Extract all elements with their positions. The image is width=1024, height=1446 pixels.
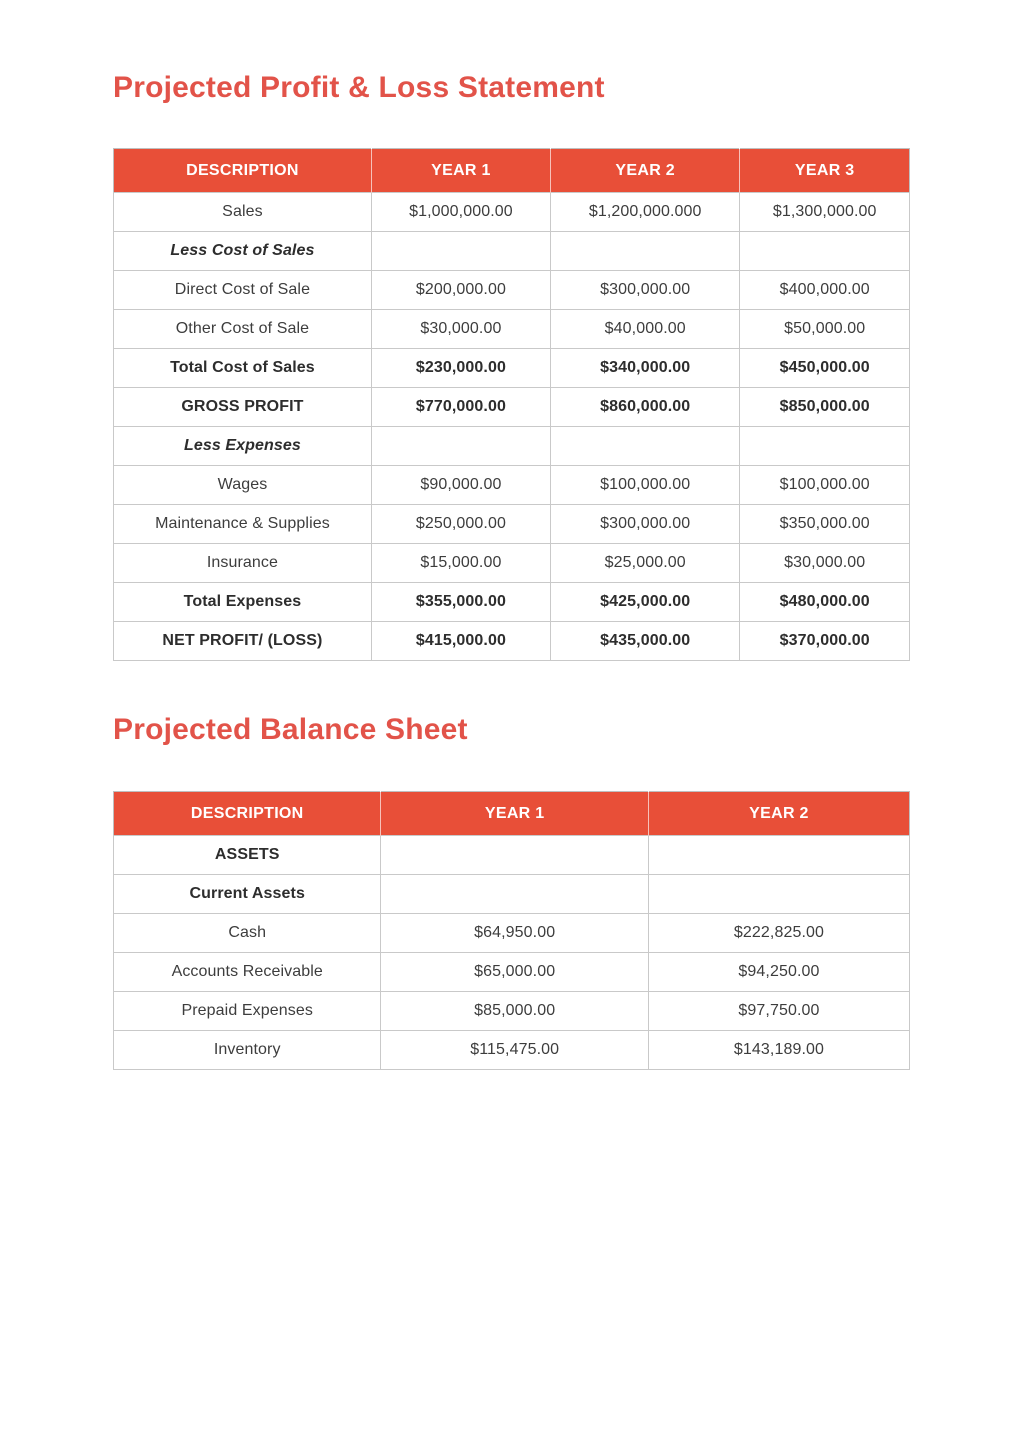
table-cell: [550, 232, 739, 271]
table-cell: [371, 427, 550, 466]
table-cell: $94,250.00: [648, 953, 909, 992]
table-cell: Cash: [114, 914, 381, 953]
column-header-year2: YEAR 2: [550, 149, 739, 193]
table-cell: $64,950.00: [381, 914, 648, 953]
table-cell: GROSS PROFIT: [114, 388, 372, 427]
table-cell: $355,000.00: [371, 583, 550, 622]
table-row: [114, 505, 910, 544]
table-cell: [550, 427, 739, 466]
table-cell: [371, 232, 550, 271]
table-cell: [648, 836, 909, 875]
table-cell: $30,000.00: [740, 544, 910, 583]
table-cell: $450,000.00: [740, 349, 910, 388]
table-cell: $40,000.00: [550, 310, 739, 349]
table-cell: $1,300,000.00: [740, 193, 910, 232]
table-row: [114, 914, 910, 953]
table-row: [114, 544, 910, 583]
table-row: [114, 836, 910, 875]
table-cell: Wages: [114, 466, 372, 505]
table-cell: $230,000.00: [371, 349, 550, 388]
table-cell: $300,000.00: [550, 271, 739, 310]
table-cell: $340,000.00: [550, 349, 739, 388]
table-cell: $370,000.00: [740, 622, 910, 661]
balance-sheet-title: Projected Balance Sheet: [113, 713, 468, 746]
table-cell: $1,000,000.00: [371, 193, 550, 232]
table-cell: Current Assets: [114, 875, 381, 914]
table-cell: $425,000.00: [550, 583, 739, 622]
header-row: [114, 792, 910, 836]
table-row: [114, 875, 910, 914]
table-cell: Insurance: [114, 544, 372, 583]
table-row: [114, 193, 910, 232]
table-cell: $100,000.00: [550, 466, 739, 505]
column-header-year2: YEAR 2: [648, 792, 909, 836]
table-cell: $770,000.00: [371, 388, 550, 427]
table-cell: [740, 232, 910, 271]
column-header-year1: YEAR 1: [371, 149, 550, 193]
table-cell: Maintenance & Supplies: [114, 505, 372, 544]
table-cell: $1,200,000.000: [550, 193, 739, 232]
table-row: [114, 232, 910, 271]
table-cell: $400,000.00: [740, 271, 910, 310]
table-cell: Sales: [114, 193, 372, 232]
table-cell: $143,189.00: [648, 1031, 909, 1070]
column-header-description: DESCRIPTION: [114, 792, 381, 836]
table-row: [114, 466, 910, 505]
column-header-description: DESCRIPTION: [114, 149, 372, 193]
table-cell: $97,750.00: [648, 992, 909, 1031]
table-row: [114, 583, 910, 622]
table-cell: $415,000.00: [371, 622, 550, 661]
table-cell: Accounts Receivable: [114, 953, 381, 992]
table-cell: $860,000.00: [550, 388, 739, 427]
profit-loss-title: Projected Profit & Loss Statement: [113, 71, 605, 104]
table-cell: [740, 427, 910, 466]
profit-loss-table: [113, 148, 910, 661]
table-cell: Direct Cost of Sale: [114, 271, 372, 310]
profit-loss-header: [114, 149, 910, 193]
table-cell: $850,000.00: [740, 388, 910, 427]
table-cell: $15,000.00: [371, 544, 550, 583]
table-cell: $115,475.00: [381, 1031, 648, 1070]
table-cell: $90,000.00: [371, 466, 550, 505]
table-row: [114, 388, 910, 427]
table-cell: Less Expenses: [114, 427, 372, 466]
table-cell: NET PROFIT/ (LOSS): [114, 622, 372, 661]
table-row: [114, 349, 910, 388]
table-row: [114, 992, 910, 1031]
column-header-year3: YEAR 3: [740, 149, 910, 193]
table-cell: $480,000.00: [740, 583, 910, 622]
table-cell: Inventory: [114, 1031, 381, 1070]
table-cell: $435,000.00: [550, 622, 739, 661]
table-cell: Total Cost of Sales: [114, 349, 372, 388]
balance-sheet-table: [113, 791, 910, 1070]
table-row: [114, 953, 910, 992]
table-row: [114, 622, 910, 661]
table-cell: $100,000.00: [740, 466, 910, 505]
header-row: [114, 149, 910, 193]
table-cell: [381, 875, 648, 914]
table-cell: Other Cost of Sale: [114, 310, 372, 349]
table-cell: [648, 875, 909, 914]
table-cell: $30,000.00: [371, 310, 550, 349]
table-cell: Less Cost of Sales: [114, 232, 372, 271]
table-row: [114, 271, 910, 310]
table-cell: $200,000.00: [371, 271, 550, 310]
table-row: [114, 1031, 910, 1070]
table-cell: Total Expenses: [114, 583, 372, 622]
table-cell: $85,000.00: [381, 992, 648, 1031]
table-cell: Prepaid Expenses: [114, 992, 381, 1031]
table-cell: $222,825.00: [648, 914, 909, 953]
column-header-year1: YEAR 1: [381, 792, 648, 836]
table-cell: $250,000.00: [371, 505, 550, 544]
table-cell: [381, 836, 648, 875]
balance-sheet-header: [114, 792, 910, 836]
table-cell: $25,000.00: [550, 544, 739, 583]
table-cell: $65,000.00: [381, 953, 648, 992]
table-cell: $350,000.00: [740, 505, 910, 544]
table-row: [114, 310, 910, 349]
table-cell: $50,000.00: [740, 310, 910, 349]
table-row: [114, 427, 910, 466]
table-cell: ASSETS: [114, 836, 381, 875]
table-cell: $300,000.00: [550, 505, 739, 544]
document-content: [113, 0, 910, 1070]
